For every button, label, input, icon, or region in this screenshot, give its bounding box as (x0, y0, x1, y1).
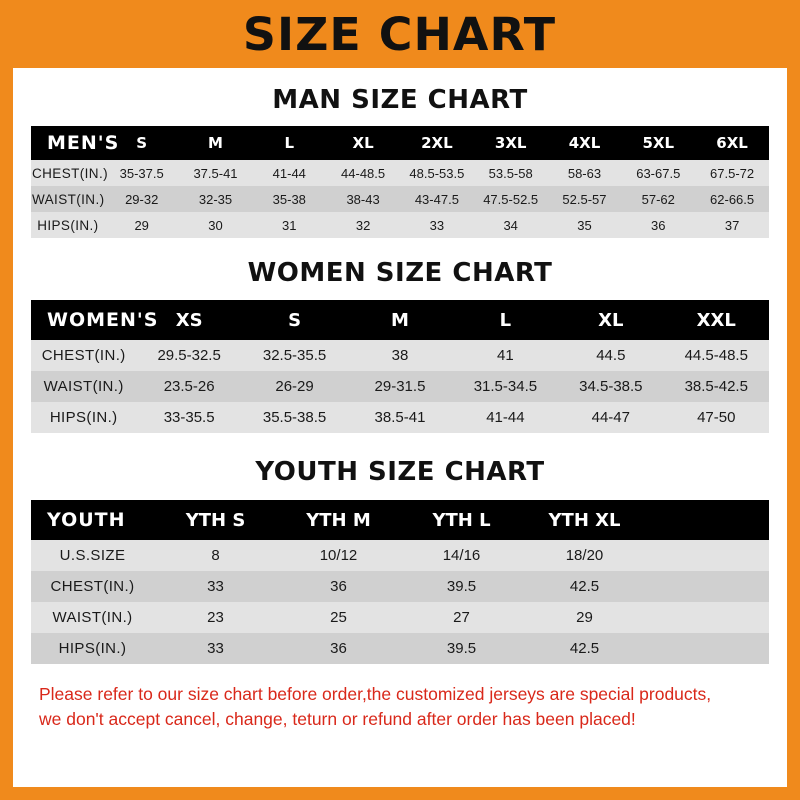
youth-cell: 14/16 (442, 547, 481, 564)
man-cell: 29 (134, 217, 149, 233)
man-cell: 41-44 (272, 165, 306, 181)
man-cell: 44-48.5 (341, 165, 386, 181)
table-row (31, 602, 769, 633)
youth-cell: 10/12 (319, 547, 358, 564)
man-row-label: WAIST(IN.) (32, 191, 105, 207)
man-cell: 58-63 (567, 165, 602, 181)
women-cell: 31.5-34.5 (473, 378, 538, 395)
man-section-title: MAN SIZE CHART (272, 85, 528, 115)
man-cell: 53.5-58 (488, 165, 533, 181)
youth-cell: 23 (207, 609, 224, 626)
man-col-header: XL (352, 134, 374, 152)
youth-cell: 36 (330, 578, 347, 595)
man-corner-label: MEN'S (47, 132, 120, 154)
women-row-label: CHEST(IN.) (41, 347, 126, 364)
man-cell: 62-66.5 (710, 191, 755, 207)
man-cell: 38-43 (346, 191, 380, 207)
youth-corner-label: YOUTH (47, 509, 126, 531)
women-cell: 29-31.5 (374, 378, 426, 395)
bottom-accent-bar (13, 787, 787, 800)
man-header-row (31, 126, 769, 160)
women-cell: 26-29 (275, 378, 314, 395)
women-col-header: XL (598, 309, 624, 331)
man-table-head (31, 126, 769, 160)
man-cell: 52.5-57 (562, 191, 607, 207)
women-col-header: S (288, 309, 302, 331)
youth-table-body (31, 540, 769, 664)
women-col-header: XXL (696, 309, 736, 331)
youth-cell: 42.5 (569, 578, 600, 595)
women-cell: 44.5 (596, 347, 626, 364)
youth-table-head (31, 500, 769, 540)
man-cell: 37 (724, 217, 740, 233)
man-cell: 35-38 (272, 191, 306, 207)
youth-cell: 33 (207, 578, 224, 595)
table-row (31, 633, 769, 664)
footer-note-line-2: we don't accept cancel, change, teturn or refund after order has been placed! (39, 709, 636, 730)
youth-cell: 33 (207, 640, 224, 657)
youth-cell-spacer (646, 602, 769, 633)
women-cell: 33-35.5 (163, 409, 215, 426)
women-table-head (31, 300, 769, 340)
man-col-header: 3XL (494, 134, 527, 152)
page-banner (13, 0, 787, 68)
youth-cell: 8 (211, 547, 220, 564)
man-cell: 32 (355, 217, 371, 233)
youth-cell-spacer (646, 540, 769, 571)
women-cell: 44.5-48.5 (684, 347, 748, 364)
women-row-label: WAIST(IN.) (43, 378, 124, 395)
man-col-header: L (284, 134, 295, 152)
table-row (31, 340, 769, 371)
man-cell: 32-35 (198, 191, 233, 207)
table-row (31, 371, 769, 402)
footer-note-line-1: Please refer to our size chart before order,the customized jerseys are special products, (39, 684, 712, 704)
man-cell: 63-67.5 (636, 165, 681, 181)
table-row (31, 571, 769, 602)
youth-size-table (31, 500, 769, 664)
youth-col-header: YTH XL (548, 509, 621, 531)
women-cell: 38.5-41 (374, 409, 426, 426)
man-cell: 34 (503, 217, 518, 233)
youth-cell-spacer (646, 633, 769, 664)
women-cell: 41 (497, 347, 514, 364)
man-cell: 37.5-41 (193, 165, 238, 181)
table-row (31, 160, 769, 186)
man-cell: 35-37.5 (119, 165, 164, 181)
youth-cell-spacer (646, 571, 769, 602)
youth-col-header: YTH L (432, 509, 491, 531)
man-cell: 31 (282, 217, 297, 233)
women-header-row (31, 300, 769, 340)
youth-cell: 29 (576, 609, 593, 626)
women-col-header: M (391, 309, 409, 331)
man-cell: 33 (429, 217, 445, 233)
women-size-table (31, 300, 769, 433)
table-row (31, 186, 769, 212)
man-cell: 36 (651, 217, 666, 233)
chart-content (13, 85, 787, 733)
man-col-header: M (208, 134, 223, 152)
man-row-label: CHEST(IN.) (32, 165, 108, 181)
man-row-label: HIPS(IN.) (37, 217, 99, 233)
women-cell: 41-44 (486, 409, 525, 426)
man-cell: 35 (577, 217, 592, 233)
women-cell: 35.5-38.5 (262, 409, 327, 426)
women-row-label: HIPS(IN.) (49, 409, 118, 426)
women-cell: 23.5-26 (163, 378, 215, 395)
women-cell: 38.5-42.5 (684, 378, 748, 395)
table-row (31, 540, 769, 571)
youth-row-label: CHEST(IN.) (50, 578, 135, 595)
table-row (31, 212, 769, 238)
man-cell: 47.5-52.5 (483, 191, 539, 207)
man-col-header: 4XL (568, 134, 601, 152)
women-cell: 38 (391, 347, 409, 364)
women-cell: 47-50 (697, 409, 736, 426)
man-col-header: 5XL (642, 134, 675, 152)
man-col-header: S (136, 134, 148, 152)
youth-cell: 39.5 (446, 578, 477, 595)
man-cell: 48.5-53.5 (409, 165, 465, 181)
man-size-table (31, 126, 769, 238)
youth-cell: 42.5 (569, 640, 600, 657)
man-cell: 30 (208, 217, 223, 233)
youth-cell: 27 (453, 609, 470, 626)
women-corner-label: WOMEN'S (47, 309, 159, 331)
women-cell: 32.5-35.5 (262, 347, 327, 364)
youth-cell: 36 (330, 640, 347, 657)
youth-row-label: WAIST(IN.) (52, 609, 133, 626)
youth-cell: 25 (330, 609, 347, 626)
table-row (31, 402, 769, 433)
man-cell: 57-62 (641, 191, 675, 207)
youth-row-label: HIPS(IN.) (58, 640, 127, 657)
women-col-header: XS (175, 309, 203, 331)
women-col-header: L (499, 309, 512, 331)
women-section-title: WOMEN SIZE CHART (247, 258, 553, 288)
youth-row-label: U.S.SIZE (59, 547, 126, 564)
man-cell: 29-32 (125, 191, 159, 207)
man-table-body (31, 160, 769, 238)
man-cell: 43-47.5 (414, 191, 459, 207)
page-title: SIZE CHART (243, 7, 557, 61)
man-col-header: 2XL (421, 134, 453, 152)
youth-col-header: YTH S (185, 509, 246, 531)
man-col-header: 6XL (716, 134, 748, 152)
youth-header-row (31, 500, 769, 540)
youth-col-header-spacer (646, 500, 769, 540)
youth-cell: 39.5 (446, 640, 477, 657)
women-table-body (31, 340, 769, 433)
women-cell: 29.5-32.5 (157, 347, 221, 364)
youth-section-title: YOUTH SIZE CHART (255, 457, 545, 487)
women-cell: 44-47 (591, 409, 630, 426)
women-cell: 34.5-38.5 (579, 378, 643, 395)
youth-cell: 18/20 (565, 547, 604, 564)
man-cell: 67.5-72 (710, 165, 755, 181)
footer-note (31, 682, 769, 733)
youth-col-header: YTH M (306, 509, 371, 531)
